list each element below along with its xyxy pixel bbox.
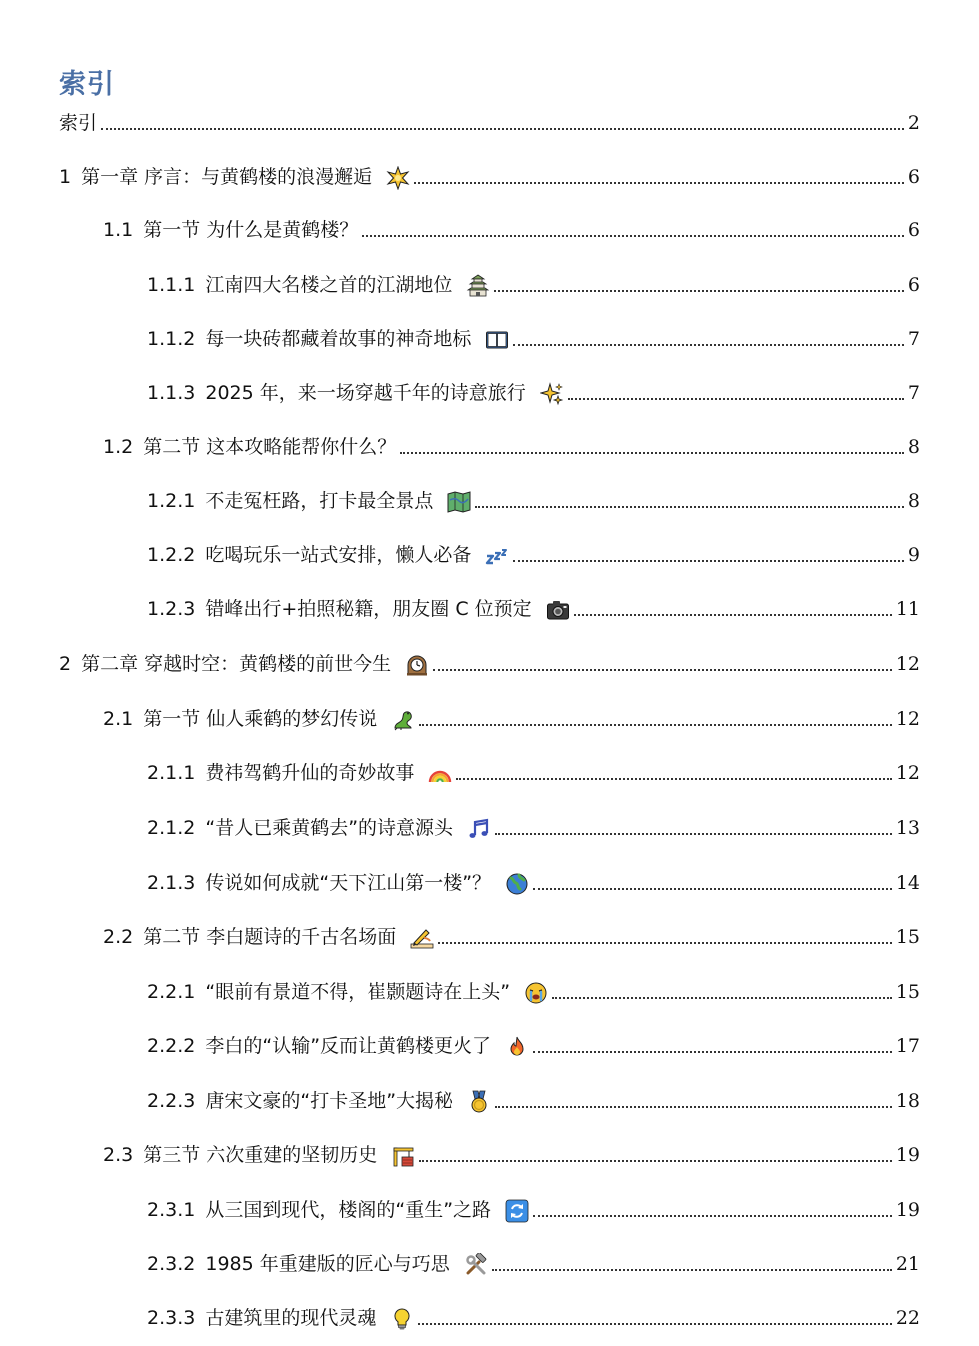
toc-entry-number: 2.2.1: [147, 981, 196, 1003]
dot-leader: [494, 290, 904, 292]
toc-entry-title: 第二章 穿越时空：黄鹤楼的前世今生: [81, 653, 392, 675]
toc-entry-number: 2.3.1: [147, 1199, 196, 1221]
dot-leader: [513, 560, 904, 562]
light-bulb-icon: [390, 1307, 414, 1331]
dot-leader: [568, 398, 904, 400]
dot-leader: [438, 942, 892, 944]
dot-leader: [400, 452, 904, 454]
toc-entry[interactable]: [147, 1249, 920, 1279]
toc-entry[interactable]: [103, 432, 920, 462]
toc-entry-page-number: 15: [895, 981, 920, 1003]
toc-entry-number: 2.3.2: [147, 1253, 196, 1275]
mantel-clock-icon: [405, 653, 429, 677]
toc-entry-page-number: 7: [907, 382, 920, 404]
toc-entry-title: 2025 年，来一场穿越千年的诗意旅行: [205, 382, 526, 404]
toc-entry-page-number: 9: [907, 544, 920, 566]
dragon-icon: [391, 708, 415, 732]
dot-leader: [362, 235, 904, 237]
toc-entry-number: 1.1.1: [147, 274, 196, 296]
toc-entry-page-number: 6: [907, 274, 920, 296]
toc-entry-number: 1.1.2: [147, 328, 196, 350]
toc-entry-title: 传说如何成就“天下江山第一楼”？: [205, 872, 492, 894]
dot-leader: [414, 182, 904, 184]
toc-heading: 索引: [59, 69, 115, 100]
toc-entry-number: 2: [59, 653, 72, 675]
toc-entry-title: 1985 年重建版的匠心与巧思: [205, 1253, 450, 1275]
refresh-arrows-icon: [505, 1199, 529, 1223]
dot-leader: [475, 506, 904, 508]
globe-icon: [505, 872, 529, 896]
toc-entry-page-number: 7: [907, 328, 920, 350]
dot-leader: [533, 1215, 892, 1217]
toc-entry[interactable]: [147, 868, 920, 898]
dot-leader: [418, 1323, 891, 1325]
toc-entry[interactable]: [147, 977, 920, 1007]
toc-entry[interactable]: [103, 704, 920, 734]
toc-entry-title: 从三国到现代，楼阁的“重生”之路: [205, 1199, 492, 1221]
writing-hand-icon: [410, 926, 434, 950]
toc-entry[interactable]: [147, 813, 920, 843]
toc-entry-title: 江南四大名楼之首的江湖地位: [205, 274, 453, 296]
dot-leader: [419, 1160, 892, 1162]
toc-entry-page-number: 14: [895, 872, 920, 894]
toc-entry-number: 2.1.1: [147, 762, 196, 784]
dot-leader: [419, 724, 892, 726]
toc-entry-number: 2.3.3: [147, 1307, 196, 1329]
camera-icon: [546, 598, 570, 622]
toc-entry-title: 李白的“认输”反而让黄鹤楼更火了: [205, 1035, 492, 1057]
toc-entry-page-number: 6: [907, 166, 920, 188]
toc-entry-number: 2.2.3: [147, 1090, 196, 1112]
toc-entry-number: 2.2.2: [147, 1035, 196, 1057]
dot-leader: [495, 1106, 892, 1108]
toc-entry-page-number: 19: [895, 1199, 920, 1221]
toc-entry-page-number: 22: [895, 1307, 920, 1329]
toc-entry[interactable]: [59, 108, 920, 138]
toc-entry-title: 不走冤枉路，打卡最全景点: [205, 490, 434, 512]
toc-entry-title: 每一块砖都藏着故事的神奇地标: [205, 328, 472, 350]
toc-entry-number: 2.1: [103, 708, 134, 730]
toc-entry-title: 古建筑里的现代灵魂: [205, 1307, 377, 1329]
toc-entry-number: 1.2.1: [147, 490, 196, 512]
toc-entry[interactable]: [147, 378, 920, 408]
dot-leader: [552, 997, 892, 999]
toc-entry[interactable]: [147, 486, 920, 516]
toc-entry-title: 错峰出行+拍照秘籍，朋友圈 C 位预定: [205, 598, 532, 620]
toc-entry-page-number: 15: [895, 926, 920, 948]
open-book-icon: [485, 328, 509, 352]
toc-entry[interactable]: [103, 215, 920, 245]
toc-entry[interactable]: [103, 1140, 920, 1170]
sparkles-icon: [540, 382, 564, 406]
toc-entry-page-number: 2: [907, 112, 920, 134]
toc-entry-title: 第一章 序言：与黄鹤楼的浪漫邂逅: [81, 166, 373, 188]
toc-entry-title: 费祎驾鹤升仙的奇妙故事: [205, 762, 415, 784]
toc-entry-page-number: 12: [895, 653, 920, 675]
rainbow-icon: [428, 762, 452, 786]
dot-leader: [533, 1051, 892, 1053]
toc-entry-title: 吃喝玩乐一站式安排，懒人必备: [205, 544, 472, 566]
music-notes-icon: [467, 817, 491, 841]
toc-entry-title: 第三节 六次重建的坚韧历史: [143, 1144, 378, 1166]
toc-entry-number: 1: [59, 166, 72, 188]
toc-entry[interactable]: [147, 1195, 920, 1225]
toc-entry-number: 1.2.3: [147, 598, 196, 620]
hammer-wrench-icon: [464, 1253, 488, 1277]
toc-entry[interactable]: [147, 270, 920, 300]
toc-entry-title: “眼前有景道不得，崔颢题诗在上头”: [205, 981, 511, 1003]
crying-face-icon: [524, 981, 548, 1005]
toc-entry-title: 第二节 这本攻略能帮你什么？: [143, 436, 397, 458]
dot-leader: [456, 778, 891, 780]
toc-entry-number: 1.1: [103, 219, 134, 241]
dot-leader: [433, 669, 892, 671]
toc-entry-number: 1.2: [103, 436, 134, 458]
toc-entry-page-number: 12: [895, 708, 920, 730]
toc-entry[interactable]: [147, 1086, 920, 1116]
toc-entry-number: 2.1.3: [147, 872, 196, 894]
toc-entry-number: 2.2: [103, 926, 134, 948]
dot-leader: [492, 1269, 892, 1271]
dot-leader: [495, 833, 892, 835]
toc-entry-title: 第二节 李白题诗的千古名场面: [143, 926, 397, 948]
pagoda-icon: [466, 274, 490, 298]
toc-entry-title: 第一节 为什么是黄鹤楼？: [143, 219, 359, 241]
toc-entry-page-number: 17: [895, 1035, 920, 1057]
toc-entry[interactable]: [147, 540, 920, 570]
toc-entry-page-number: 19: [895, 1144, 920, 1166]
toc-entry-page-number: 8: [907, 436, 920, 458]
toc-entry[interactable]: [103, 922, 920, 952]
toc-entry-page-number: 13: [895, 817, 920, 839]
toc-entry-page-number: 18: [895, 1090, 920, 1112]
toc-entry-page-number: 6: [907, 219, 920, 241]
map-icon: [447, 490, 471, 514]
toc-entry[interactable]: [147, 324, 920, 354]
toc-entry[interactable]: [147, 758, 920, 788]
sleep-zzz-icon: [485, 544, 509, 568]
dot-leader: [101, 128, 904, 130]
sparkle-burst-icon: [386, 166, 410, 190]
toc-entry-page-number: 8: [907, 490, 920, 512]
toc-entry-title: 第一节 仙人乘鹤的梦幻传说: [143, 708, 378, 730]
toc-entry-title: “昔人已乘黄鹤去”的诗意源头: [205, 817, 454, 839]
toc-entry[interactable]: [147, 1303, 920, 1333]
toc-entry[interactable]: [147, 594, 920, 624]
medal-icon: [467, 1090, 491, 1114]
toc-entry-number: 1.2.2: [147, 544, 196, 566]
construction-crane-icon: [391, 1144, 415, 1168]
toc-entry-title: 索引: [59, 112, 98, 134]
toc-entry-title: 唐宋文豪的“打卡圣地”大揭秘: [205, 1090, 454, 1112]
toc-entry[interactable]: [59, 649, 920, 679]
toc-entry[interactable]: [59, 162, 920, 192]
dot-leader: [533, 888, 892, 890]
toc-entry[interactable]: [147, 1031, 920, 1061]
toc-entry-number: 1.1.3: [147, 382, 196, 404]
toc-entry-page-number: 11: [895, 598, 920, 620]
fire-icon: [505, 1035, 529, 1059]
toc-entry-number: 2.3: [103, 1144, 134, 1166]
dot-leader: [513, 344, 904, 346]
toc-entry-number: 2.1.2: [147, 817, 196, 839]
dot-leader: [574, 614, 892, 616]
toc-entry-page-number: 12: [895, 762, 920, 784]
toc-entry-page-number: 21: [895, 1253, 920, 1275]
